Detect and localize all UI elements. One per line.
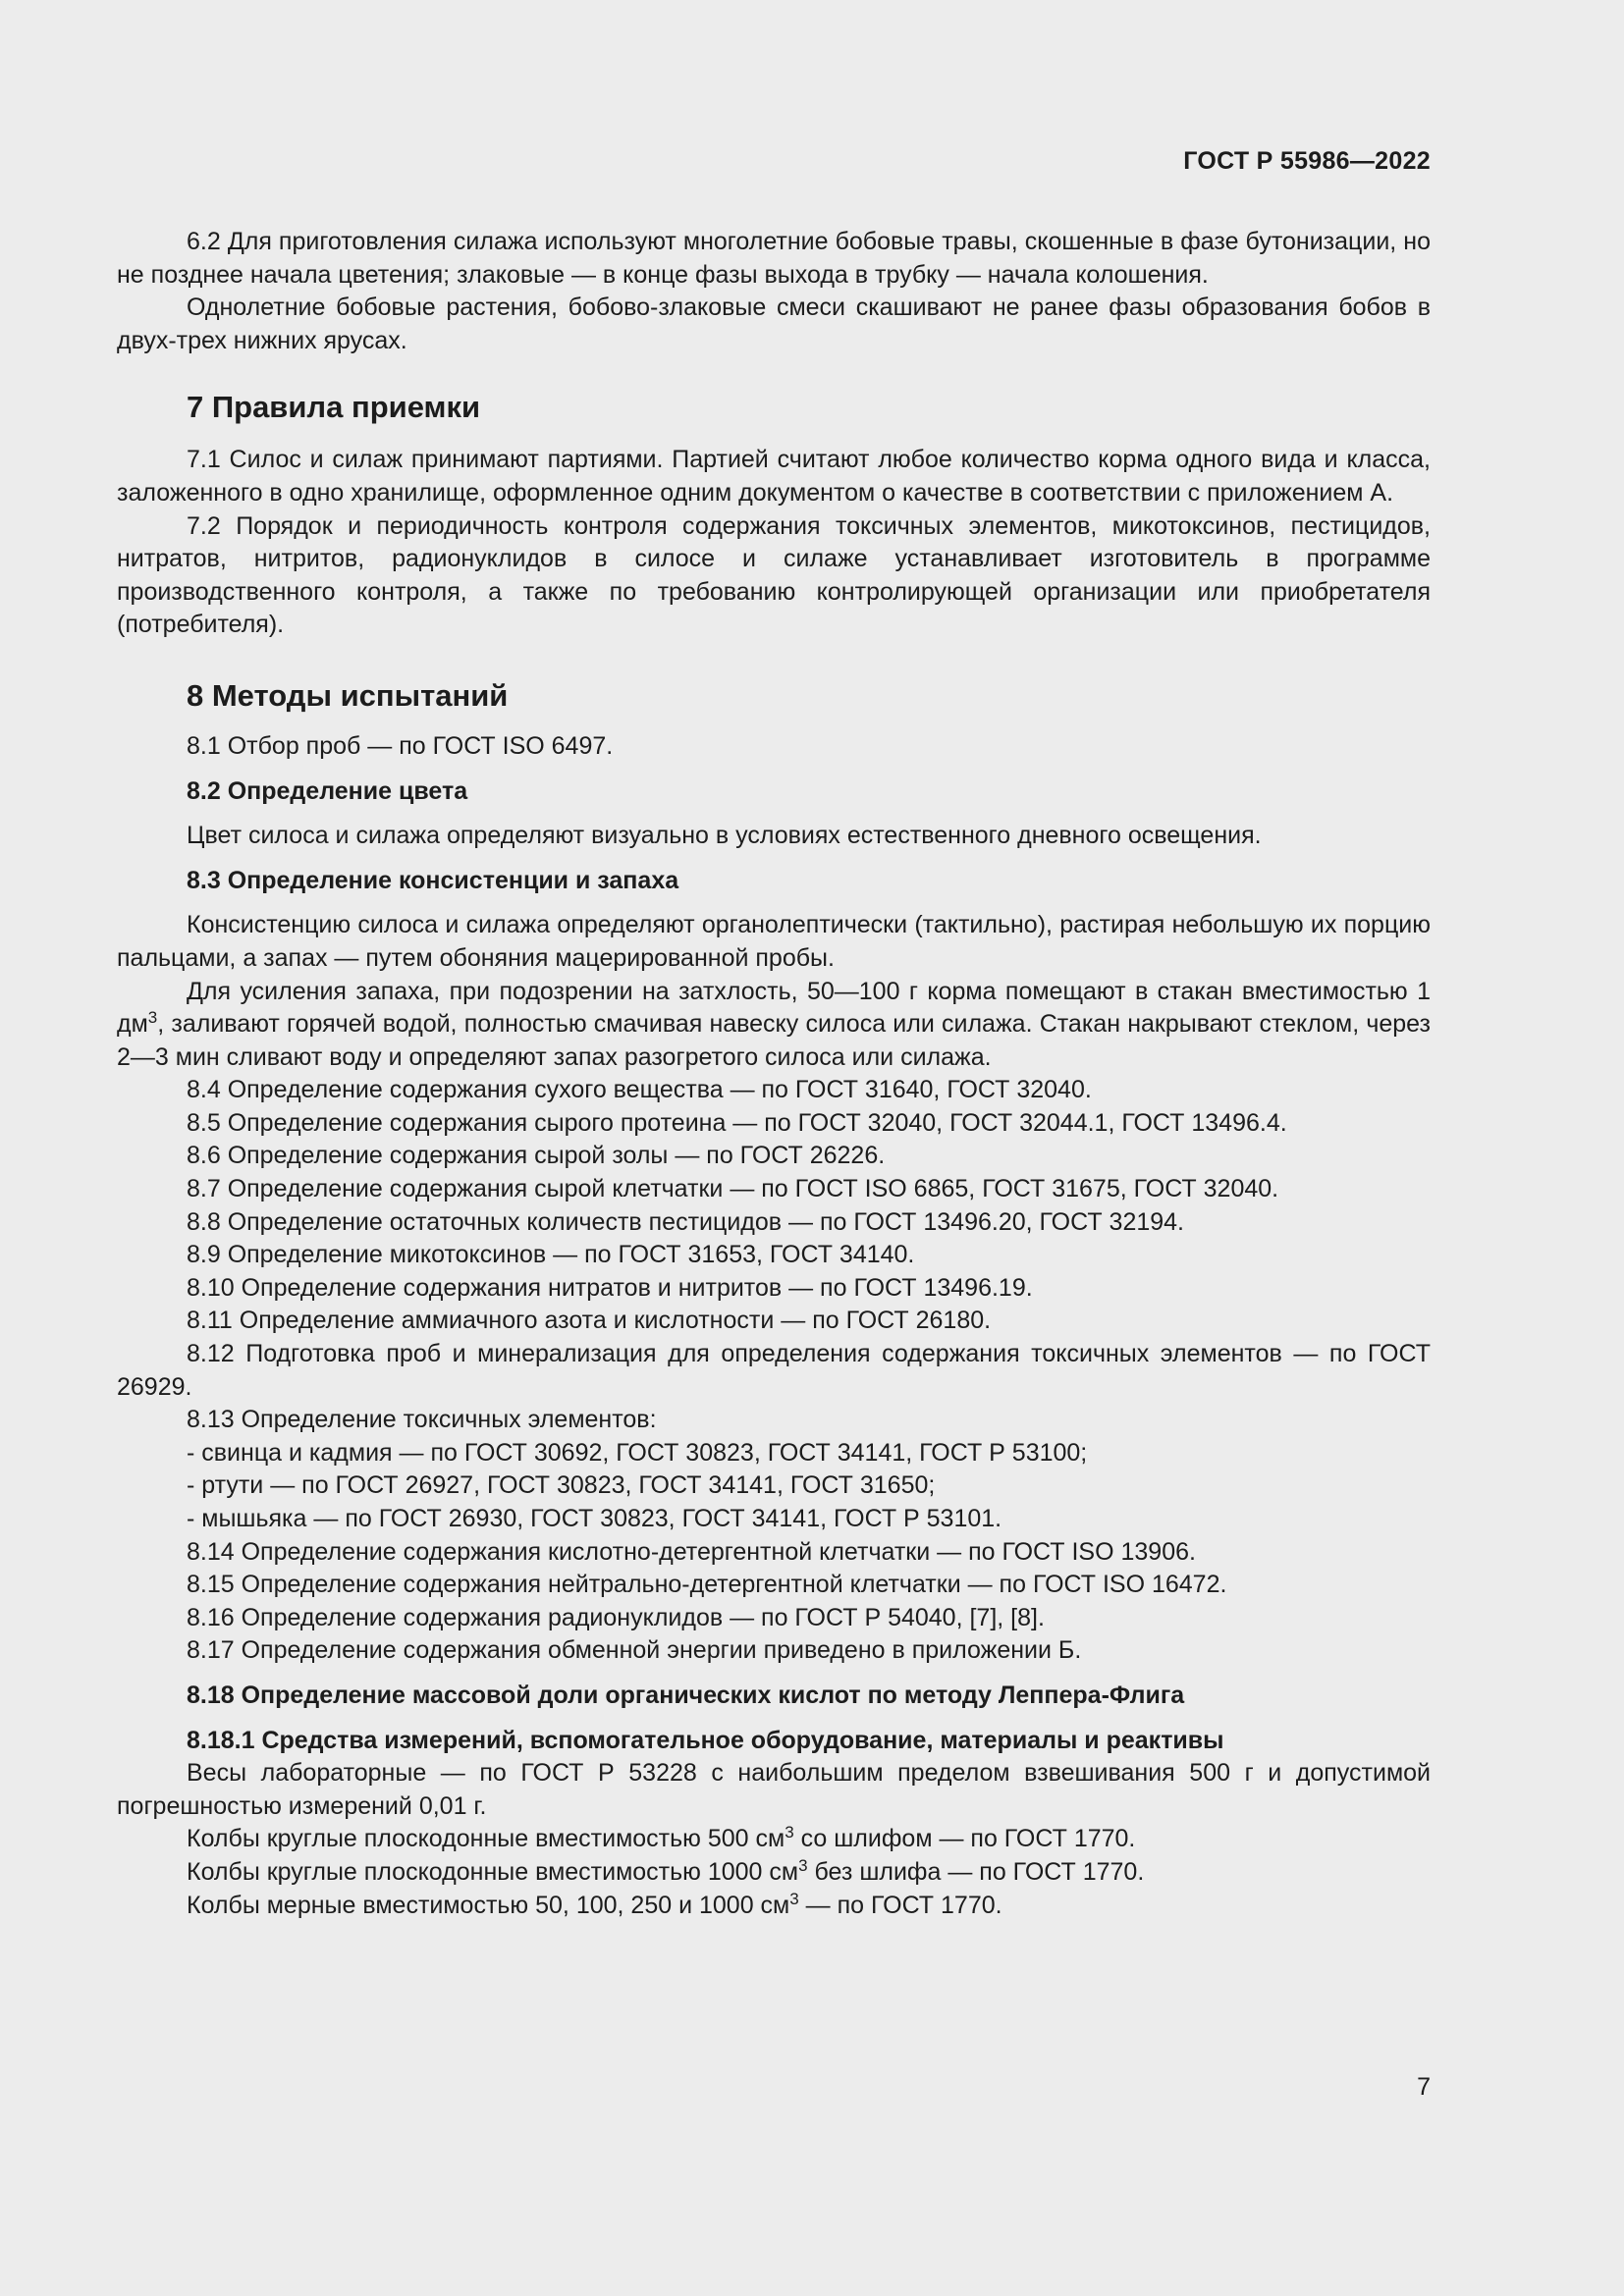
list-item: 8.6 Определение содержания сырой золы — по ГОСТ 26226. (187, 1142, 886, 1170)
dash-item: - мышьяка — по ГОСТ 26930, ГОСТ 30823, ГОСТ 34141, ГОСТ Р 53101. (187, 1505, 1002, 1532)
paragraph-flask-2 (117, 1856, 1431, 1890)
document-body (117, 226, 1431, 1922)
section-8-title: 8 Методы испытаний (187, 677, 509, 713)
flask-1-start: Колбы круглые плоскодонные вместимостью 500 см (187, 1825, 785, 1853)
page-number: 7 (1417, 2073, 1431, 2101)
list-item: 8.16 Определение содержания радионуклидов — по ГОСТ Р 54040, [7], [8]. (187, 1603, 1045, 1631)
paragraph-6-2: 6.2 Для приготовления силажа используют многолетние бобовые травы, скошенные в фазе бутонизации, но не позднее начала цветения; злаковые — в конце фазы выхода в трубку — начала колошения. (117, 228, 1431, 289)
flask-1-end: со шлифом — по ГОСТ 1770. (793, 1825, 1136, 1853)
section-7-title: 7 Правила приемки (187, 390, 481, 425)
paragraph-7-2: 7.2 Порядок и периодичность контроля содержания токсичных элементов, микотоксинов, пестицидов, нитратов, нитритов, радионуклидов в силосе и силаже устанавливает изготовитель в программе производственного контроля, а также по требованию контролирующей организации или приобретателя (потребителя). (117, 511, 1431, 639)
list-item: 8.9 Определение микотоксинов — по ГОСТ 31653, ГОСТ 34140. (187, 1241, 915, 1269)
dash-item: - свинца и кадмия — по ГОСТ 30692, ГОСТ 30823, ГОСТ 34141, ГОСТ Р 53100; (187, 1438, 1088, 1467)
paragraph-flask-3 (117, 1890, 1431, 1923)
list-item: 8.11 Определение аммиачного азота и кислотности — по ГОСТ 26180. (187, 1307, 992, 1335)
subsection-8-3-title: 8.3 Определение консистенции и запаха (187, 866, 679, 894)
document-header: ГОСТ Р 55986—2022 (1183, 147, 1431, 175)
superscript: 3 (785, 1823, 794, 1842)
flask-3-start: Колбы мерные вместимостью 50, 100, 250 и 1000 см (187, 1891, 790, 1919)
superscript: 3 (798, 1855, 808, 1875)
flask-2-end: без шлифа — по ГОСТ 1770. (807, 1857, 1145, 1886)
subsection-8-18-title: 8.18 Определение массовой доли органических кислот по методу Леппера-Флига (187, 1681, 1185, 1709)
paragraph-8-1: 8.1 Отбор проб — по ГОСТ ISO 6497. (187, 731, 614, 760)
paragraph-6-2-annual: Однолетние бобовые растения, бобово-злаковые смеси скашивают не ранее фазы образования бобов в двух-трех нижних ярусах. (117, 294, 1431, 354)
list-item: 8.5 Определение содержания сырого протеина — по ГОСТ 32040, ГОСТ 32044.1, ГОСТ 13496.4. (187, 1108, 1287, 1137)
list-item: 8.10 Определение содержания нитратов и нитритов — по ГОСТ 13496.19. (187, 1273, 1033, 1302)
paragraph-8-13: 8.13 Определение токсичных элементов: (187, 1406, 657, 1434)
paragraph-8-3b-start: Для усиления запаха, при подозрении на затхлость, 50—100 г корма помещают в стакан вместимостью 1 дм (117, 977, 1431, 1039)
list-item: 8.7 Определение содержания сырой клетчатки — по ГОСТ ISO 6865, ГОСТ 31675, ГОСТ 32040. (187, 1175, 1279, 1203)
list-item: 8.17 Определение содержания обменной энергии приведено в приложении Б. (187, 1636, 1082, 1665)
list-item: 8.4 Определение содержания сухого вещества — по ГОСТ 31640, ГОСТ 32040. (187, 1076, 1092, 1104)
paragraph-scales: Весы лабораторные — по ГОСТ Р 53228 с наибольшим пределом взвешивания 500 г и допустимой погрешностью измерений 0,01 г. (117, 1759, 1431, 1820)
paragraph-8-3b (117, 976, 1431, 1075)
paragraph-flask-1 (117, 1823, 1431, 1856)
paragraph-7-1: 7.1 Силос и силаж принимают партиями. Партией считают любое количество корма одного вида и класса, заложенного в одно хранилище, оформленное одним документом о качестве в соответствии с приложением А. (117, 446, 1431, 507)
list-item: 8.8 Определение остаточных количеств пестицидов — по ГОСТ 13496.20, ГОСТ 32194. (187, 1207, 1185, 1236)
paragraph-8-3b-end: , заливают горячей водой, полностью смачивая навеску силоса или силажа. Стакан накрывают стеклом, через 2—3 мин сливают воду и определяют запах разогретого силоса или силажа. (117, 1010, 1431, 1071)
dash-item: - ртути — по ГОСТ 26927, ГОСТ 30823, ГОСТ 34141, ГОСТ 31650; (187, 1471, 936, 1500)
flask-3-end: — по ГОСТ 1770. (798, 1891, 1002, 1919)
superscript: 3 (147, 1008, 158, 1028)
flask-2-start: Колбы круглые плоскодонные вместимостью 1000 см (187, 1857, 799, 1886)
paragraph-8-2: Цвет силоса и силажа определяют визуально в условиях естественного дневного освещения. (187, 822, 1262, 850)
subsection-8-18-1-title: 8.18.1 Средства измерений, вспомогательное оборудование, материалы и реактивы (187, 1726, 1224, 1754)
list-item: 8.14 Определение содержания кислотно-детергентной клетчатки — по ГОСТ ISO 13906. (187, 1537, 1196, 1566)
paragraph-8-3a: Консистенцию силоса и силажа определяют органолептически (тактильно), растирая небольшую их порцию пальцами, а запах — путем обоняния мацерированной пробы. (117, 911, 1431, 972)
paragraph-8-12: 8.12 Подготовка проб и минерализация для определения содержания токсичных элементов — по ГОСТ 26929. (117, 1340, 1431, 1401)
list-item: 8.15 Определение содержания нейтрально-детергентной клетчатки — по ГОСТ ISO 16472. (187, 1571, 1227, 1599)
superscript: 3 (789, 1889, 799, 1908)
subsection-8-2-title: 8.2 Определение цвета (187, 776, 468, 805)
